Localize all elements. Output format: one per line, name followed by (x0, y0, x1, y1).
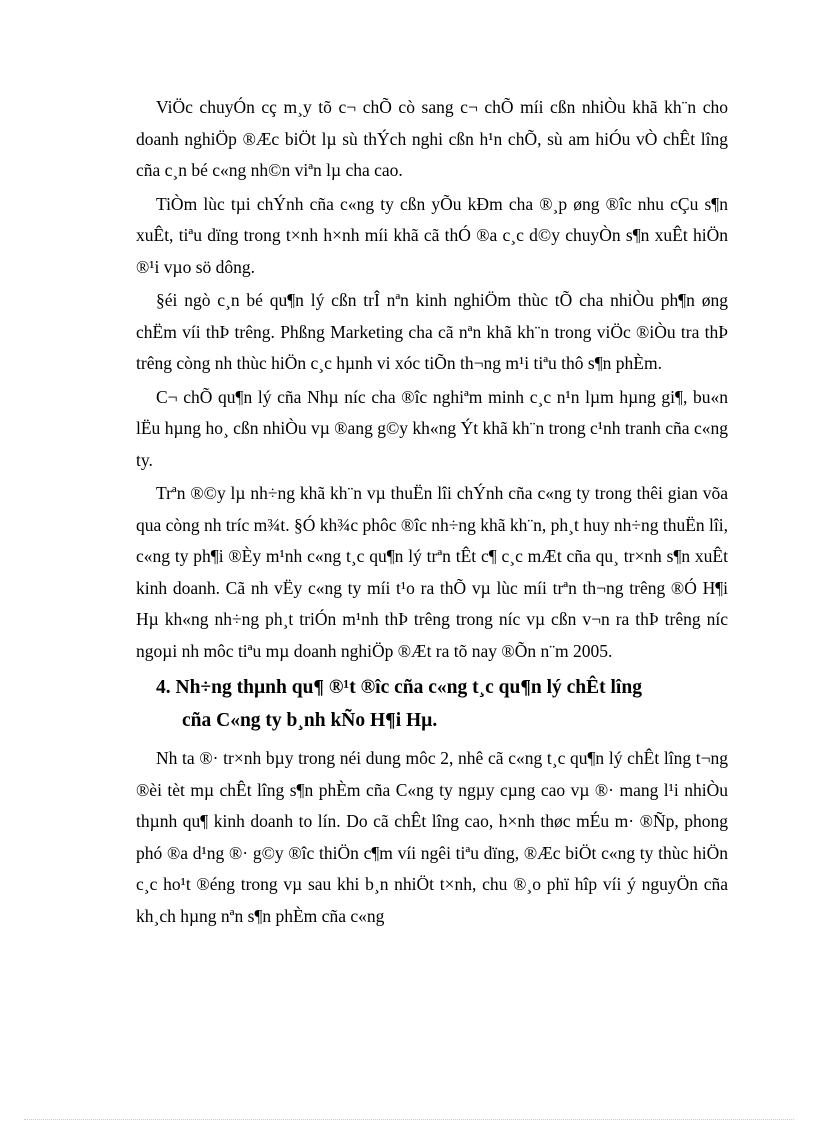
page-bottom-divider (24, 1119, 794, 1120)
paragraph-4: C¬ chÕ qu¶n lý cña Nhµ níc cha ®îc nghiªm minh c¸c n¹n lµm hµng gi¶, bu«n lËu hµng ho¸ cßn nhiÒu vµ ®ang g©y kh«ng Ýt khã kh¨n trong c¹nh tranh cña c«ng ty. (136, 386, 728, 470)
section-heading (156, 671, 728, 737)
section-heading-line-2: cña C«ng ty b¸nh kÑo H¶i Hµ. (182, 710, 438, 731)
section-heading-line-1: 4. Nh÷ng thµnh qu¶ ®¹t ®îc cña c«ng t¸c qu¶n lý chÊt lîng (156, 677, 642, 698)
paragraph-2: TiÒm lùc tµi chÝnh cña c«ng ty cßn yÕu kÐm cha ®¸p øng ®îc nhu cÇu s¶n xuÊt, tiªu dïng trong t×nh h×nh míi khã cã thÓ ®a c¸c d©y chuyÒn s¶n xuÊt hiÖn ®¹i vµo sö dông. (136, 193, 728, 277)
paragraph-5: Trªn ®©y lµ nh÷ng khã kh¨n vµ thuËn lîi chÝnh cña c«ng ty trong thêi gian võa qua còng nh tríc m¾t. §Ó kh¾c phôc ®îc nh÷ng khã kh¨n, ph¸t huy nh÷ng thuËn lîi, c«ng ty ph¶i ®Èy m¹nh c«ng t¸c qu¶n lý trªn tÊt c¶ c¸c mÆt cña qu¸ tr×nh s¶n xuÊt kinh doanh. Cã nh vËy c«ng ty míi t¹o ra thÕ vµ lùc míi trªn th¬ng trêng ®Ó H¶i Hµ kh«ng nh÷ng ph¸t triÓn m¹nh thÞ trêng trong níc vµ cßn v¬n ra thÞ trêng níc ngoµi nh môc tiªu mµ doanh nghiÖp ®Æt ra tõ nay ®Õn n¨m 2005. (136, 483, 728, 661)
paragraph-6: Nh ta ®· tr×nh bµy trong néi dung môc 2, nhê cã c«ng t¸c qu¶n lý chÊt lîng t¬ng ®èi tèt mµ chÊt lîng s¶n phÈm cña C«ng ty ngµy cµng cao vµ ®· mang l¹i nhiÒu thµnh qu¶ kinh doanh to lín. Do cã chÊt lîng cao, h×nh thøc mÉu m· ®Ñp, phong phó ®a d¹ng ®· g©y ®îc thiÖn c¶m víi ngêi tiªu dïng, ®Æc biÖt c«ng ty thùc hiÖn c¸c ho¹t ®éng trong vµ sau khi b¸n nhiÖt t×nh, chu ®¸o phï hîp víi ý nguyÖn cña kh¸ch hµng nªn s¶n phÈm cña c«ng (136, 748, 728, 926)
paragraph-3: §éi ngò c¸n bé qu¶n lý cßn trÎ nªn kinh nghiÖm thùc tÕ cha nhiÒu ph¶n øng chËm víi thÞ trêng. Phßng Marketing cha cã nªn khã kh¨n trong viÖc ®iÒu tra thÞ trêng còng nh thùc hiÖn c¸c hµnh vi xóc tiÕn th¬ng m¹i tiªu thô s¶n phÈm. (136, 290, 728, 373)
paragraph-1: ViÖc chuyÓn cç m¸y tõ c¬ chÕ cò sang c¬ chÕ míi cßn nhiÒu khã kh¨n cho doanh nghiÖp ®Æc biÖt lµ sù thÝch nghi cßn h¹n chÕ, sù am hiÓu vÒ chÊt lîng cña c¸n bé c«ng nh©n viªn lµ cha cao. (136, 97, 728, 180)
document-body (136, 92, 728, 932)
